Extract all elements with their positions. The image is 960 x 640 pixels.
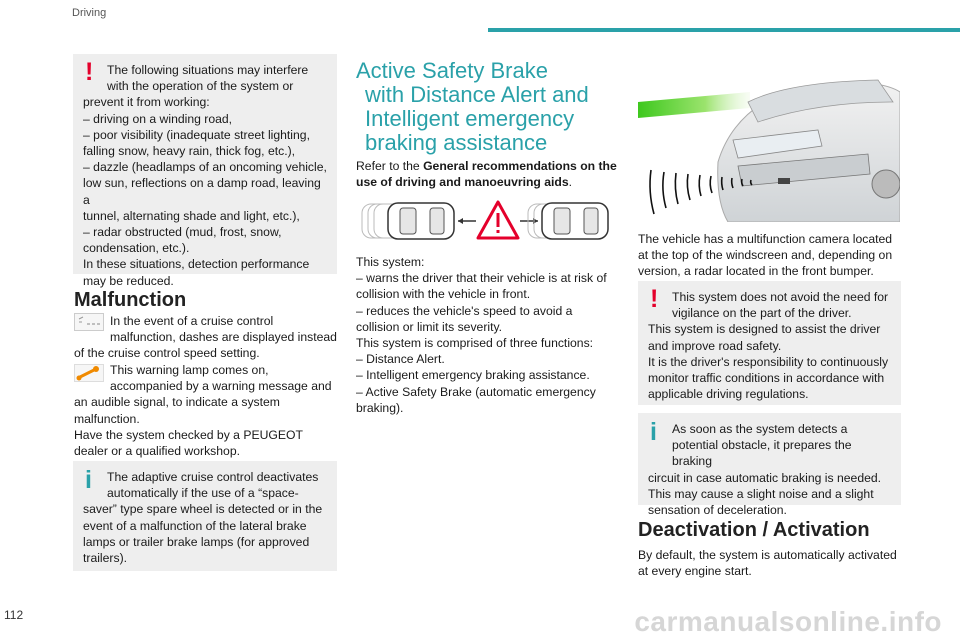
info-line: The adaptive cruise control deactivates <box>107 470 319 484</box>
info-line: This may cause a slight noise and a slight <box>648 486 874 501</box>
text-line: This system: <box>356 255 425 269</box>
text-line: accompanied by a warning message and <box>110 379 332 394</box>
text-line: collision or limit its severity. <box>356 319 503 334</box>
text-line: malfunction, dashes are displayed instead <box>110 330 337 345</box>
exclamation-icon: ! <box>85 58 94 86</box>
rear-car-main <box>388 203 454 239</box>
warning-line: – radar obstructed (mud, frost, snow, <box>83 225 282 240</box>
text-line: This warning lamp comes on, <box>110 363 269 377</box>
info-line: sensation of deceleration. <box>648 503 787 518</box>
deactivation-paragraph <box>638 547 904 579</box>
section-title <box>356 59 589 155</box>
header-accent-bar <box>488 28 960 32</box>
page-number: 112 <box>4 608 24 622</box>
info-line: circuit in case automatic braking is needed. <box>648 470 882 485</box>
info-box-adaptive-cruise <box>73 461 337 571</box>
warning-line: This system is designed to assist the driver <box>648 322 881 337</box>
text-line: an audible signal, to indicate a system <box>74 395 280 410</box>
text-line: – Active Safety Brake (automatic emergency <box>356 384 596 399</box>
running-header: Driving <box>72 7 107 19</box>
warning-line: may be reduced. <box>83 273 174 288</box>
text-line: – Intelligent emergency braking assistance. <box>356 368 590 383</box>
system-description <box>356 254 622 416</box>
text-line: – reduces the vehicle's speed to avoid a <box>356 303 573 318</box>
warning-line: vigilance on the part of the driver. <box>672 306 852 321</box>
text-line: dealer or a qualified workshop. <box>74 444 240 459</box>
warning-line: It is the driver's responsibility to continuously <box>648 354 889 369</box>
info-line: lamps or trailer brake lamps (for approved <box>83 534 310 549</box>
front-car-main <box>542 203 608 239</box>
warning-line: prevent it from working: <box>83 95 210 110</box>
title-line: braking assistance <box>365 130 548 155</box>
malfunction-para-dashes <box>74 313 338 362</box>
text-line: at the top of the windscreen and, depending on <box>638 248 893 263</box>
warning-line: The following situations may interfere <box>107 63 309 77</box>
warning-line: and improve road safety. <box>648 338 782 353</box>
info-box-braking <box>638 413 901 518</box>
warning-line: – poor visibility (inadequate street lighting, <box>83 127 310 142</box>
text-line: at every engine start. <box>638 564 752 579</box>
warning-line: monitor traffic conditions in accordance with <box>648 371 885 386</box>
info-line: potential obstacle, it prepares the braking <box>672 438 852 469</box>
warning-line: with the operation of the system or <box>107 79 294 94</box>
text-line: By default, the system is automatically activated <box>638 548 897 562</box>
text-line: version, a radar located in the front bumper. <box>638 264 874 279</box>
refer-link-text: use of driving and manoeuvring aids <box>356 175 569 190</box>
info-line: event of a malfunction of the lateral brake <box>83 518 307 533</box>
text-line: collision with the vehicle in front. <box>356 287 531 302</box>
text-line: The vehicle has a multifunction camera located <box>638 232 893 246</box>
refer-link-text: General recommendations on the <box>423 159 617 173</box>
text-line: braking). <box>356 400 404 415</box>
title-line: Intelligent emergency <box>365 106 575 131</box>
info-icon: i <box>650 418 657 446</box>
warning-line: condensation, etc.). <box>83 241 190 256</box>
wheel <box>872 170 900 198</box>
warning-box-vigilance <box>638 281 901 405</box>
watermark: carmanualsonline.info <box>634 606 942 637</box>
warning-line: – driving on a winding road, <box>83 111 233 126</box>
warning-box-interference <box>73 54 337 288</box>
text-line: of the cruise control speed setting. <box>74 346 260 361</box>
warning-line: This system does not avoid the need for <box>672 290 889 304</box>
info-icon: i <box>85 466 92 494</box>
info-line: automatically if the use of a “space- <box>107 486 299 501</box>
text-line: – warns the driver that their vehicle is at risk of <box>356 271 607 286</box>
title-line: Active Safety Brake <box>356 58 548 83</box>
warning-line: low sun, reflections on a damp road, leaving a <box>83 176 321 207</box>
malfunction-heading: Malfunction <box>74 289 187 311</box>
warning-line: applicable driving regulations. <box>648 387 809 402</box>
warning-line: – dazzle (headlamps of an oncoming vehicle, <box>83 160 327 175</box>
refer-suffix: . <box>568 175 573 190</box>
warning-line: falling snow, heavy rain, thick fog, etc.), <box>83 144 296 159</box>
exclamation-icon: ! <box>650 285 659 313</box>
refer-paragraph <box>356 158 622 190</box>
info-line: saver” type spare wheel is detected or in the <box>83 502 323 517</box>
car-camera-radar-illustration <box>638 62 900 222</box>
warning-line: In these situations, detection performance <box>83 257 310 272</box>
info-line: As soon as the system detects a <box>672 422 848 436</box>
refer-prefix: Refer to the <box>356 159 424 173</box>
malfunction-para-lamp <box>74 362 338 459</box>
camera-beam <box>638 92 750 118</box>
deactivation-heading: Deactivation / Activation <box>638 519 870 541</box>
distance-alert-illustration <box>360 198 612 244</box>
radar-sensor <box>778 178 790 184</box>
text-line: malfunction. <box>74 411 140 426</box>
info-line: trailers). <box>83 551 128 566</box>
text-line: – Distance Alert. <box>356 352 445 367</box>
camera-paragraph <box>638 231 902 280</box>
danger-triangle-icon <box>478 202 518 238</box>
text-line: Have the system checked by a PEUGEOT <box>74 427 303 442</box>
text-line: This system is comprised of three functions: <box>356 336 594 351</box>
title-line: with Distance Alert and <box>365 82 589 107</box>
text-line: In the event of a cruise control <box>110 314 274 328</box>
warning-line: tunnel, alternating shade and light, etc.), <box>83 208 300 223</box>
